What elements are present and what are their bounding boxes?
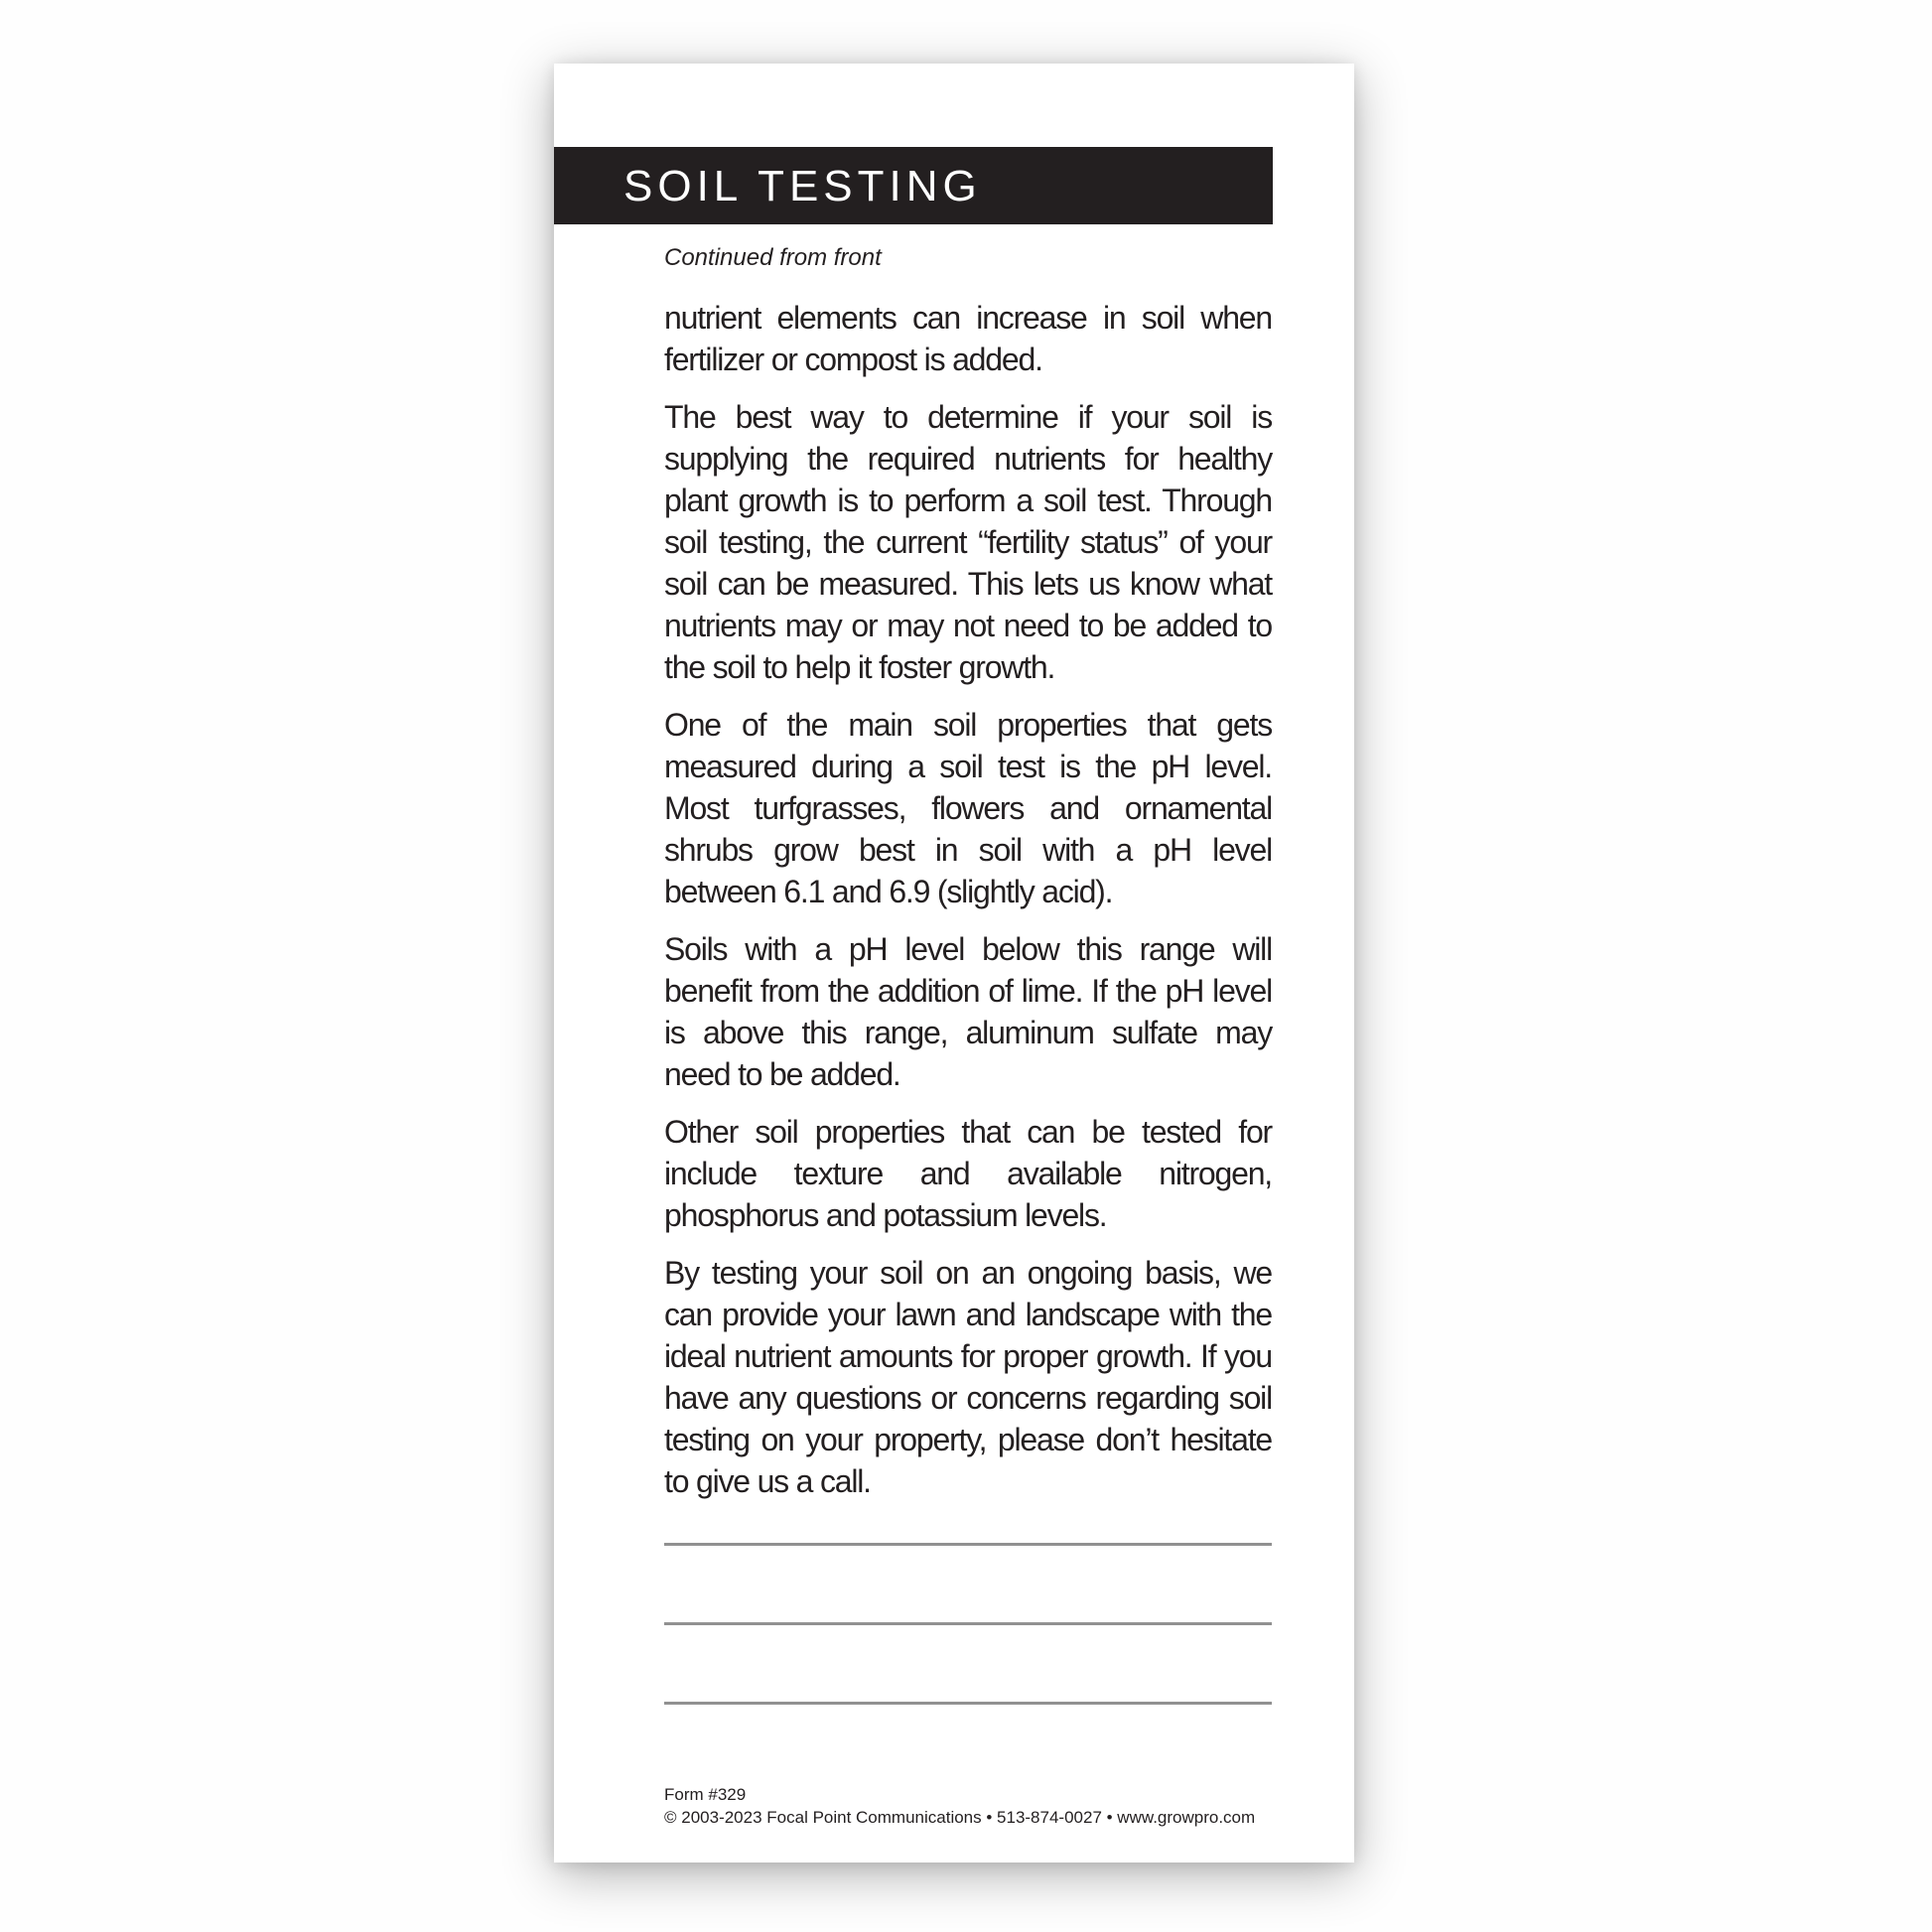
form-number: Form #329	[664, 1785, 747, 1804]
signature-line	[664, 1702, 1272, 1705]
body-paragraph: Other soil properties that can be tested for include texture and available nitrogen, phosphorus and potassium levels.	[664, 1114, 1272, 1233]
body-paragraph: The best way to determine if your soil is supplying the required nutrients for healthy plant growth is to perform a soil test. Through soil testing, the current “fertility status” of your soil can be measured. This lets us know what nutrients may or may not need to be added to the soil to help it foster growth.	[664, 399, 1272, 685]
body-paragraph: One of the main soil properties that gets measured during a soil test is the pH level. Most turfgrasses, flowers and ornamental shrubs grow best in soil with a pH level between 6.1 and 6.9 (slightly acid).	[664, 707, 1272, 909]
signature-line	[664, 1622, 1272, 1625]
flyer-card	[554, 64, 1354, 1863]
body-paragraph: nutrient elements can increase in soil when fertilizer or compost is added.	[664, 300, 1272, 377]
header-bar	[554, 147, 1273, 224]
footer	[664, 1783, 1255, 1829]
body-text	[664, 243, 1272, 1518]
continued-note: Continued from front	[664, 244, 882, 271]
signature-line	[664, 1543, 1272, 1546]
body-paragraph: Soils with a pH level below this range will benefit from the addition of lime. If the pH level is above this range, aluminum sulfate may need to be added.	[664, 931, 1272, 1092]
copyright-line: © 2003-2023 Focal Point Communications • 513-874-0027 • www.growpro.com	[664, 1808, 1256, 1827]
body-paragraph: By testing your soil on an ongoing basis, we can provide your lawn and landscape with the ideal nutrient amounts for proper growth. If you have any questions or concerns regarding soil testing on your property, please don’t hesitate to give us a call.	[664, 1255, 1272, 1499]
page-title: SOIL TESTING	[623, 162, 982, 210]
